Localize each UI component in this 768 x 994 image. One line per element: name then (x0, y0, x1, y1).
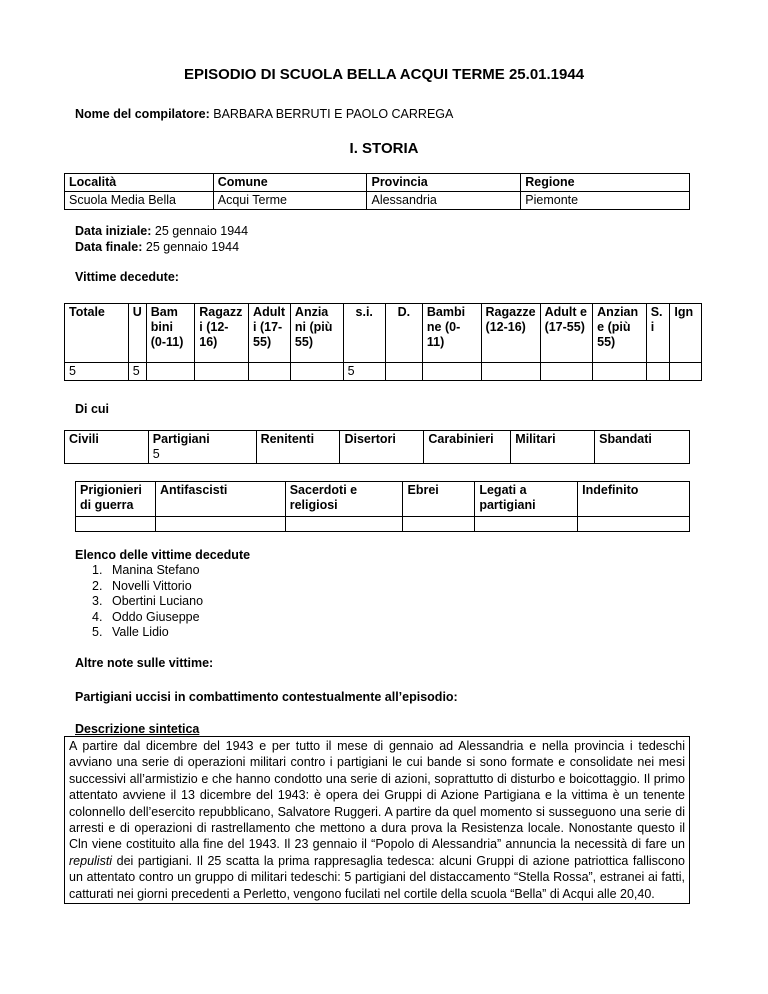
victims-header-d: D. (385, 304, 422, 363)
category-table-1 (64, 430, 690, 464)
victims-header-s-i: S. i (646, 304, 670, 363)
description-text-2: dei partigiani. Il 25 scatta la prima rappresaglia tedesca: alcuni Gruppi di azione patriottica falliscono un attentato contro un gruppo di militari tedeschi: 5 partigiani del distaccamento “Stella Rossa”, estranei ai fatti, catturati nei giorni precedenti a Perletto, vengono fucilati nel cortile della scuola “Bella” di Acqui alle 20,40. (69, 853, 685, 901)
comune-value: Acqui Terme (213, 192, 367, 210)
start-date-label: Data iniziale: (75, 224, 152, 238)
category-antifascisti: Antifascisti (155, 482, 285, 517)
victims-list (92, 563, 203, 641)
victims-value-si: 5 (343, 363, 385, 381)
victims-value-anziani (290, 363, 343, 381)
category-table-2 (75, 481, 690, 532)
provincia-header: Provincia (367, 174, 521, 192)
category-sacerdoti-value (285, 517, 403, 532)
dates-block (75, 223, 248, 255)
category-legati-value (475, 517, 578, 532)
category-antifascisti-value (155, 517, 285, 532)
category-sacerdoti: Sacerdoti e religiosi (285, 482, 403, 517)
victims-header-adulti: Adult i (17-55) (249, 304, 291, 363)
victims-value-bambini (146, 363, 195, 381)
victims-header-bambini: Bam bini (0-11) (146, 304, 195, 363)
category-disertori: Disertori (340, 431, 424, 464)
regione-value: Piemonte (521, 192, 690, 210)
description-text-1: A partire dal dicembre del 1943 e per tutto il mese di gennaio ad Alessandria e nella provincia i tedeschi avviano una serie di operazioni militari contro i partigiani le cui bande si sono formate e consolidate nei mesi successivi all’armistizio e che hanno condotto una serie di azioni, soprattutto di disturbo e boicottaggio. Il primo attentato avviene il 13 dicembre del 1943: è opera dei Gruppi di Azione Partigiana e la vittima è un tenente colonnello dell’esercito repubblicano, Salvatore Ruggeri. A partire da quel momento si susseguono una serie di arresti e di operazioni di rastrellamento che mettono a dura prova la Resistenza locale. Nonostante questo il Cln viene costituito alla fine del 1943. Il 23 gennaio il “Popolo di Alessandria” annuncia la necessità di fare un (69, 739, 685, 852)
victims-header-ign: Ign (670, 304, 702, 363)
end-date-value: 25 gennaio 1944 (145, 240, 240, 254)
victims-header-bambine: Bambi ne (0-11) (422, 304, 481, 363)
compiler-value: BARBARA BERRUTI E PAOLO CARREGA (213, 107, 454, 121)
victims-value-s-i (646, 363, 670, 381)
victims-header-anziane: Anzian e (più 55) (593, 304, 647, 363)
category-carabinieri: Carabinieri (424, 431, 511, 464)
description-box (64, 736, 690, 904)
category-ebrei: Ebrei (403, 482, 475, 517)
compiler-line (75, 107, 453, 121)
provincia-value: Alessandria (367, 192, 521, 210)
end-date-line (75, 239, 248, 255)
regione-header: Regione (521, 174, 690, 192)
category-indefinito: Indefinito (578, 482, 690, 517)
list-item: 4. Oddo Giuseppe (92, 609, 200, 624)
victims-value-totale: 5 (65, 363, 129, 381)
category-partigiani-count: 5 (152, 447, 160, 461)
end-date-label: Data finale: (75, 240, 143, 254)
victims-header-anziani: Anzia ni (più 55) (290, 304, 343, 363)
victims-value-ign (670, 363, 702, 381)
section-heading: I. STORIA (349, 140, 419, 157)
victims-table (64, 303, 702, 381)
comune-header: Comune (213, 174, 367, 192)
victims-header-adulte: Adult e (17-55) (540, 304, 593, 363)
other-notes-label: Altre note sulle vittime: (75, 656, 214, 670)
compiler-label: Nome del compilatore: (75, 107, 210, 121)
victims-header-ragazze: Ragazze (12-16) (481, 304, 540, 363)
category-partigiani-cell (148, 431, 256, 464)
document-title: EPISODIO DI SCUOLA BELLA ACQUI TERME 25.01.1944 (183, 66, 585, 83)
victims-label: Vittime decedute: (75, 270, 179, 284)
victims-value-d (385, 363, 422, 381)
victims-header-si: s.i. (343, 304, 385, 363)
list-item: 1. Manina Stefano (92, 563, 200, 577)
victims-value-adulte (540, 363, 593, 381)
list-item: 2. Novelli Vittorio (92, 578, 192, 593)
location-header: Località (65, 174, 214, 192)
victims-value-ragazzi (195, 363, 249, 381)
victims-value-anziane (593, 363, 647, 381)
category-ebrei-value (403, 517, 475, 532)
location-table (64, 173, 690, 210)
victims-header-totale: Totale (65, 304, 129, 363)
category-indefinito-value (578, 517, 690, 532)
di-cui-label: Di cui (75, 402, 110, 416)
victims-value-adulti (249, 363, 291, 381)
start-date-value: 25 gennaio 1944 (154, 224, 249, 238)
victims-value-u: 5 (128, 363, 146, 381)
category-civili: Civili (65, 431, 149, 464)
description-title: Descrizione sintetica (75, 722, 200, 736)
location-value: Scuola Media Bella (65, 192, 214, 210)
victims-header-u: U (128, 304, 146, 363)
category-sbandati: Sbandati (595, 431, 690, 464)
list-item: 3. Obertini Luciano (92, 594, 204, 608)
partisans-killed-label: Partigiani uccisi in combattimento contestualmente all’episodio: (75, 690, 458, 704)
victims-value-bambine (422, 363, 481, 381)
victims-header-ragazzi: Ragazz i (12-16) (195, 304, 249, 363)
category-legati: Legati a partigiani (475, 482, 578, 517)
start-date-line (75, 223, 248, 239)
category-renitenti: Renitenti (256, 431, 340, 464)
list-item: 5. Valle Lidio (92, 625, 169, 639)
category-prigionieri-value (76, 517, 156, 532)
victims-list-title: Elenco delle vittime decedute (75, 548, 251, 562)
victims-value-ragazze (481, 363, 540, 381)
category-militari: Militari (511, 431, 595, 464)
description-emphasis: repulisti (69, 853, 113, 868)
category-prigionieri: Prigionieri di guerra (76, 482, 156, 517)
category-partigiani: Partigiani (152, 432, 210, 446)
